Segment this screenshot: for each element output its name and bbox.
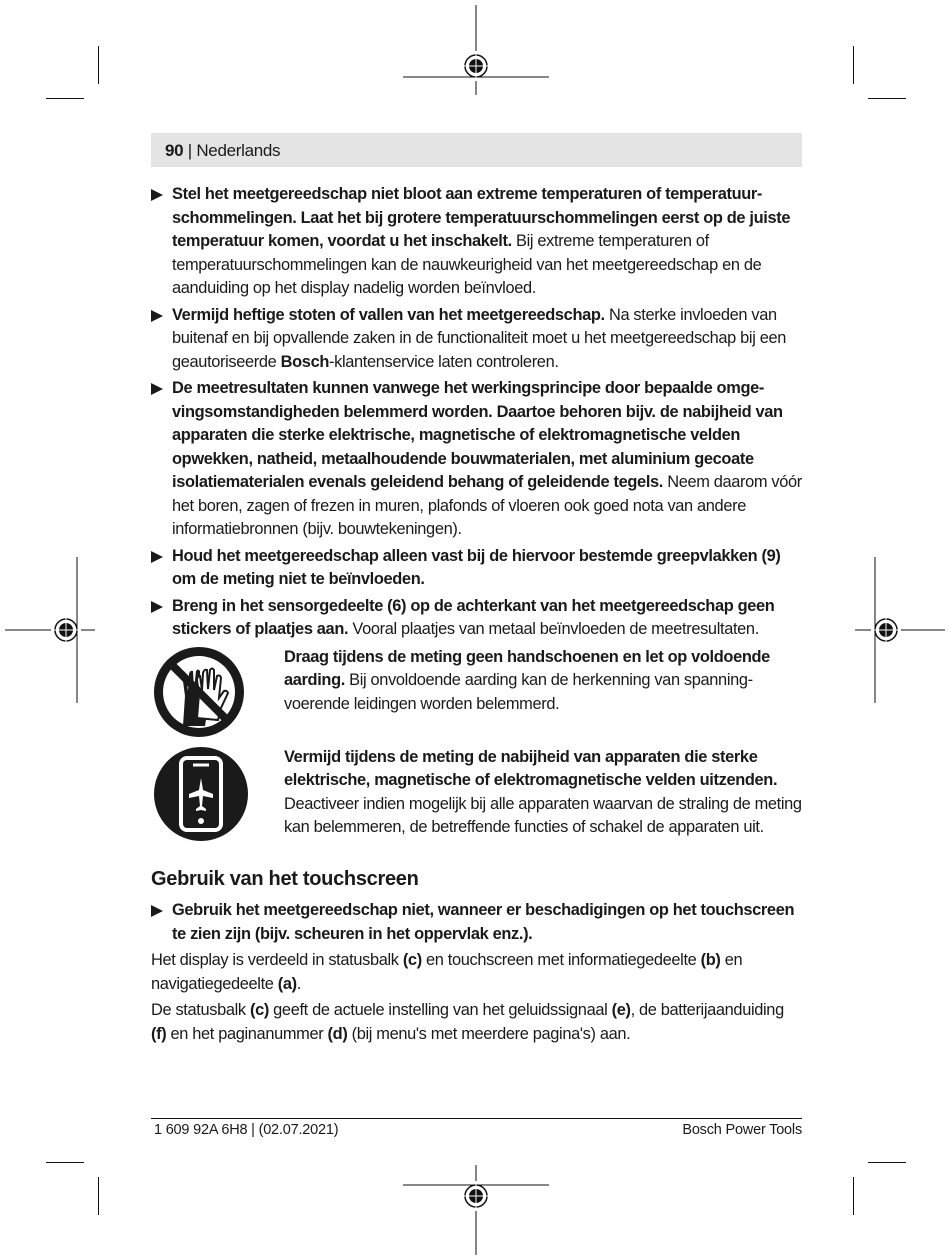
document-id: 1 609 92A 6H8 | (02.07.2021) [154, 1122, 339, 1138]
bullet-bold-text: Stel het meetgereedschap niet bloot aan extreme temperaturen of temperatuurschommelingen. Laat het bij grotere temperatuurschommelingen eerst op de juiste temperatuur komen, voordat u het inschakelt. [172, 185, 791, 250]
text-run: (bij menu's met meerdere pagina's) aan. [347, 1024, 631, 1043]
safety-bullet [151, 899, 803, 946]
label-ref: (e) [611, 1001, 631, 1019]
bullet-text: Bij extreme temperaturen of temperatuurschommelingen kan de nauwkeurigheid van het meetgereedschap en de aanduiding op het display nadelig worden beïnvloed. [172, 232, 762, 297]
label-ref: (d) [327, 1024, 348, 1043]
text-run: . [296, 974, 301, 993]
bullet-bold-text: Gebruik het meetgereedschap niet, wanneer er beschadigingen op het touchscreen te zien zijn (bijv. scheuren in het oppervlak enz.). [172, 901, 795, 943]
section-heading: Gebruik van het touchscreen [151, 867, 419, 890]
registration-mark-right [855, 557, 945, 703]
safety-bullet [151, 377, 803, 542]
airplane-mode-phone-icon [153, 746, 249, 842]
icon-note-text: Deactiveer indien mogelijk bij alle apparaten waarvan de straling de meting kan belemmeren, de betreffende functies of schakel de apparaten uit. [284, 794, 802, 836]
paragraph [151, 949, 803, 996]
safety-bullet [151, 183, 803, 301]
text-run: en het paginanummer [166, 1024, 328, 1043]
bullet-bold-text: Breng in het sensorgedeelte (6) op de achterkant van het meetgereedschap geen stickers of plaatjes aan. [172, 596, 775, 638]
crop-mark [853, 46, 854, 84]
label-ref: (c) [249, 1001, 269, 1019]
text-run: , de batterijaanduiding [630, 1001, 784, 1019]
text-run: en touchscreen met informatiegedeelte [421, 951, 701, 969]
registration-mark-left [5, 557, 95, 703]
label-ref: (f) [151, 1024, 167, 1043]
crop-mark [853, 1177, 854, 1215]
paragraph [151, 999, 803, 1046]
bullet-arrow-icon [151, 310, 163, 322]
icon-note-text: Bij onvoldoende aarding kan de herkenning van spanningvoerende leidingen worden belemmerd. [284, 671, 754, 713]
crop-mark [868, 1162, 906, 1163]
crop-mark [868, 98, 906, 99]
crop-mark [46, 98, 84, 99]
icon-note [151, 646, 803, 736]
safety-bullet [151, 304, 803, 375]
bullet-arrow-icon [151, 189, 163, 201]
crop-mark [98, 1177, 99, 1215]
brand-name: Bosch [280, 352, 329, 371]
header-language: Nederlands [196, 141, 281, 160]
bullet-bold-text: De meetresultaten kunnen vanwege het werkingsprincipe door bepaalde omgevingsomstandigheden belemmerd worden. Daartoe behoren bijv. de nabijheid van apparaten die sterke elektrische, magnetische of elektromagnetische velden opwekken, natheid, metaalhoudende bouwmaterialen, met aluminium gecoate isolatiematerialen evenals geleidend behang of geleidende tegels. [172, 379, 783, 491]
bullet-text: Na sterke invloeden van buitenaf en bij opvallende zaken in de functionaliteit moet u het meetgereedschap bij een geautoriseerde [172, 305, 786, 371]
bullet-arrow-icon [151, 905, 163, 917]
text-run: De statusbalk [151, 1001, 250, 1019]
bullet-arrow-icon [151, 383, 163, 395]
page-header [151, 133, 802, 167]
safety-bullet [151, 595, 803, 642]
no-gloves-icon [153, 646, 245, 738]
text-run: geeft de actuele instelling van het geluidssignaal [268, 1001, 612, 1019]
text-run: Het display is verdeeld in statusbalk [151, 951, 403, 969]
page-number: 90 [165, 141, 184, 160]
label-ref: (a) [277, 974, 297, 993]
crop-mark [98, 46, 99, 84]
footer-rule [151, 1118, 802, 1119]
safety-bullet [151, 545, 803, 592]
bullet-text: Vooral plaatjes van metaal beïnvloeden de meetresultaten. [348, 620, 759, 638]
icon-note-bold-text: Draag tijdens de meting geen handschoenen en let op voldoende aarding. [284, 647, 770, 689]
icon-note-bold-text: Vermijd tijdens de meting de nabijheid van apparaten die sterke elektrische, magnetische of elektromagnetische velden uitzenden. [284, 747, 778, 789]
bullet-arrow-icon [151, 551, 163, 563]
label-ref: (b) [700, 951, 721, 969]
bullet-bold-text: Vermijd heftige stoten of vallen van het meetgereedschap. [172, 305, 605, 324]
icon-note [151, 746, 803, 846]
label-ref: (c) [402, 951, 422, 969]
publisher: Bosch Power Tools [682, 1122, 802, 1138]
bullet-text: -klantenservice laten controleren. [329, 352, 559, 371]
registration-mark-top [403, 5, 549, 95]
bullet-text: Neem daarom vóór het boren, zagen of frezen in muren, plafonds of vloeren ook goed nota van andere informatiebronnen (bijv. bouwtekeningen). [172, 473, 802, 538]
page-content [151, 183, 803, 1049]
bullet-bold-text: Houd het meetgereedschap alleen vast bij de hiervoor bestemde greepvlakken (9) om de meting niet te beïnvloeden. [172, 546, 781, 588]
registration-mark-bottom [403, 1165, 549, 1255]
text-run: en navigatiegedeelte [151, 951, 743, 993]
crop-mark [46, 1162, 84, 1163]
bullet-arrow-icon [151, 601, 163, 613]
header-separator: | [187, 141, 192, 160]
